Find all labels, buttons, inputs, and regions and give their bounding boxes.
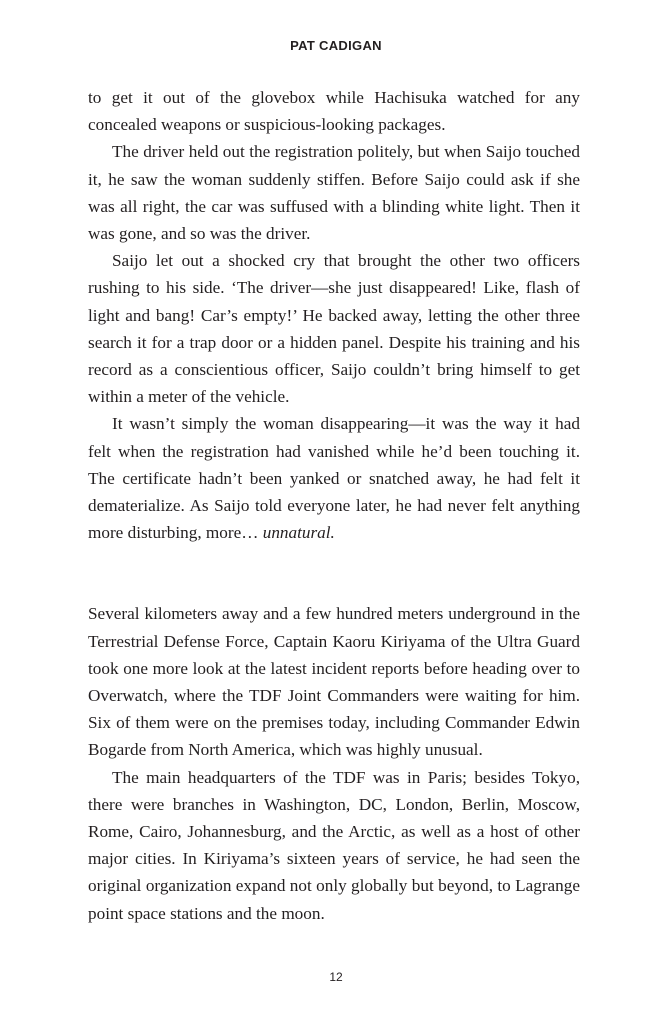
paragraph: Saijo let out a shocked cry that brought the other two officers rushing to his side. ‘The driver—she just disappeared! Like, flash of light and bang! Car’s empty!’ He backed away, letting the other three search it for a trap door or a hidden panel. Despite his training and his record as a conscientious officer, Saijo couldn’t bring himself to get within a meter of the vehicle. <box>88 251 580 407</box>
page-number: 12 <box>329 970 343 984</box>
paragraph <box>88 410 580 546</box>
paragraph: The driver held out the registration politely, but when Saijo touched it, he saw the woman suddenly stiffen. Before Saijo could ask if she was all right, the car was suffused with a blinding white light. Then it was gone, and so was the driver. <box>88 142 580 244</box>
paragraph-text: It wasn’t simply the woman disappearing—it was the way it had felt when the registration had vanished while he’d been touching it. The certificate hadn’t been yanked or snatched away, he had felt it dematerialize. As Saijo told everyone later, he had never felt anything more disturbing, more… <box>88 414 580 543</box>
paragraph-continuation: to get it out of the glovebox while Hachisuka watched for any concealed weapons or suspicious-looking packages. <box>88 88 580 135</box>
body-text <box>88 84 580 927</box>
scene-break <box>88 546 580 600</box>
paragraph: The main headquarters of the TDF was in Paris; besides Tokyo, there were branches in Washington, DC, London, Berlin, Moscow, Rome, Cairo, Johannesburg, and the Arctic, as well as a host of other major cities. In Kiriyama’s sixteen years of service, he had seen the original organization expand not only globally but beyond, to Lagrange point space stations and the moon. <box>88 767 580 923</box>
italic-emphasis: unnatural. <box>262 523 335 543</box>
running-head: PAT CADIGAN <box>290 38 382 53</box>
paragraph-scene-start: Several kilometers away and a few hundred meters underground in the Terrestrial Defense Force, Captain Kaoru Kiriyama of the Ultra Guard took one more look at the latest incident reports before heading over to Overwatch, where the TDF Joint Commanders were waiting for him. Six of them were on the premises today, including Commander Edwin Bogarde from North America, which was highly unusual. <box>88 604 580 760</box>
